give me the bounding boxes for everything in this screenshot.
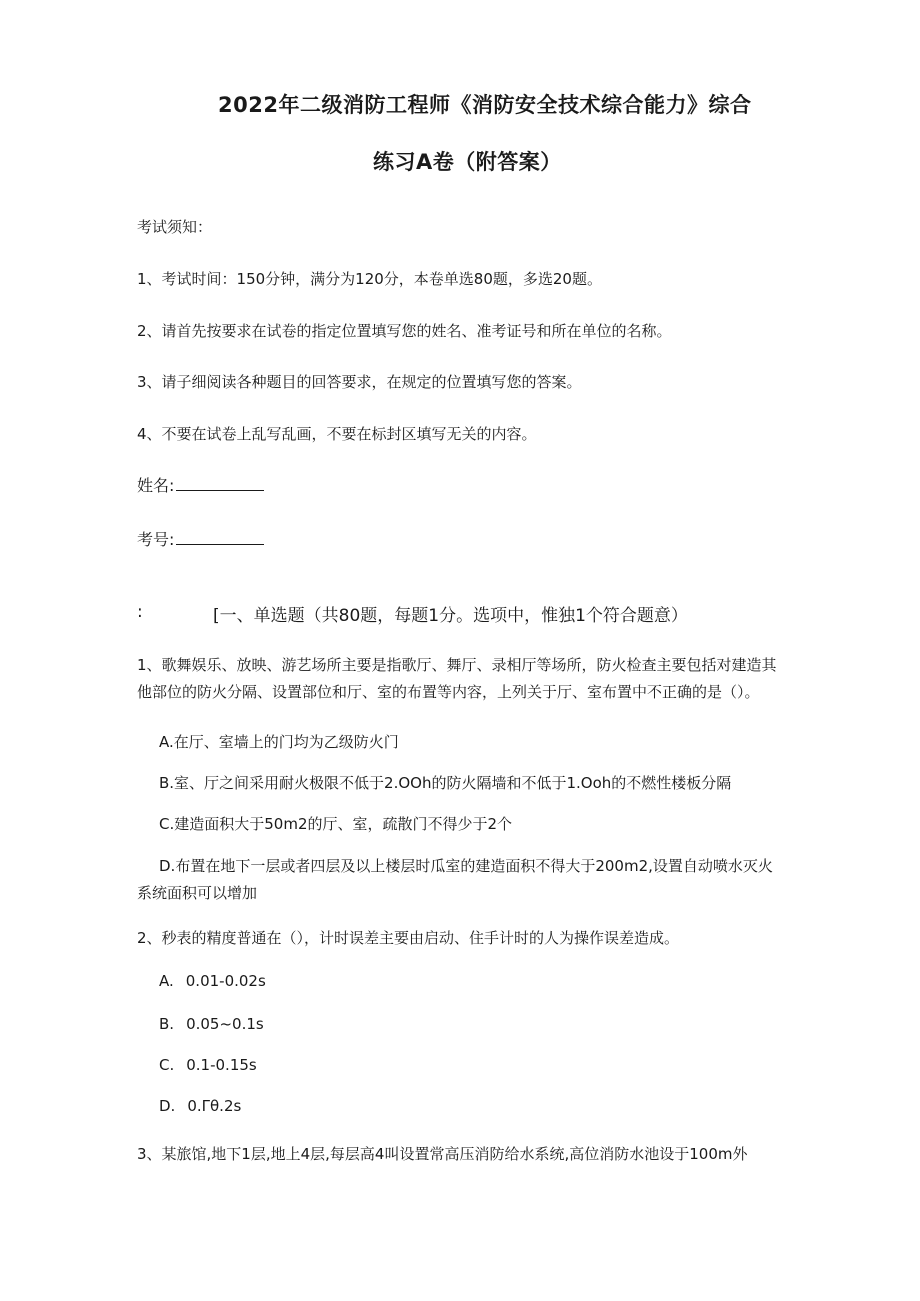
- name-label: 姓名:: [137, 476, 175, 495]
- option-letter: A.: [159, 972, 174, 990]
- notice-heading: 考试须知：: [137, 218, 213, 236]
- notice-item: 2、请首先按要求在试卷的指定位置填写您的姓名、准考证号和所在单位的名称。: [137, 322, 672, 340]
- option-text: 0.1-0.15s: [186, 1056, 257, 1074]
- question-2-line-1: 2、秒表的精度普通在（），计时误差主要由启动、住手计时的人为操作误差造成。: [137, 929, 680, 947]
- question-1-option-c: C.建造面积大于50m2的厅、室，疏散门不得少于2个: [159, 815, 513, 833]
- question-1-option-d-cont: 系统面积可以增加: [137, 884, 258, 902]
- option-letter: D.: [159, 1097, 176, 1115]
- notice-item: 1、考试时间：150分钟，满分为120分，本卷单选80题，多选20题。: [137, 270, 602, 288]
- question-1-option-b: B.室、厅之间采用耐火极限不低于2.OOh的防火隔墙和不低于1.Ooh的不燃性楼板分隔: [159, 774, 732, 792]
- option-text: 0.05~0.1s: [186, 1015, 264, 1033]
- title-line-1: 2022年二级消防工程师《消防安全技术综合能力》综合: [218, 93, 752, 117]
- question-2-option-c: [159, 1056, 257, 1074]
- question-1-line-2: 他部位的防火分隔、设置部位和厅、室的布置等内容，上列关于厅、室布置中不正确的是（）。: [137, 683, 760, 701]
- number-label: 考号:: [137, 530, 175, 549]
- question-1-option-a: A.在厅、室墙上的门均为乙级防火门: [159, 733, 399, 751]
- section-heading: [一、单选题（共80题，每题1分。选项中，惟独1个符合题意）: [213, 606, 688, 626]
- question-1-line-1: 1、歌舞娱乐、放映、游艺场所主要是指歌厅、舞厅、录相厅等场所，防火检查主要包括对建造其: [137, 656, 777, 674]
- notice-item: 4、不要在试卷上乱写乱画，不要在标封区填写无关的内容。: [137, 425, 537, 443]
- name-field: [137, 473, 264, 496]
- number-field: [137, 527, 264, 550]
- number-blank-line[interactable]: [176, 530, 264, 545]
- notice-item: 3、请子细阅读各种题目的回答要求，在规定的位置填写您的答案。: [137, 373, 582, 391]
- section-colon: :: [137, 602, 143, 622]
- name-blank-line[interactable]: [176, 476, 264, 491]
- option-text: 0.Γθ.2s: [187, 1097, 242, 1115]
- question-3-line-1: 3、某旅馆,地下1层,地上4层,每层高4叫设置常高压消防给水系统,高位消防水池设于100m外: [137, 1145, 748, 1163]
- question-2-option-b: [159, 1015, 264, 1033]
- question-2-option-d: [159, 1097, 241, 1115]
- option-letter: C.: [159, 1056, 175, 1074]
- option-letter: B.: [159, 1015, 175, 1033]
- question-1-option-d: D.布置在地下一层或者四层及以上楼层时瓜室的建造面积不得大于200m2,设置自动喷水灭火: [159, 857, 773, 875]
- option-text: 0.01-0.02s: [185, 972, 266, 990]
- question-2-option-a: [159, 972, 266, 990]
- title-line-2: 练习A卷（附答案）: [373, 150, 562, 174]
